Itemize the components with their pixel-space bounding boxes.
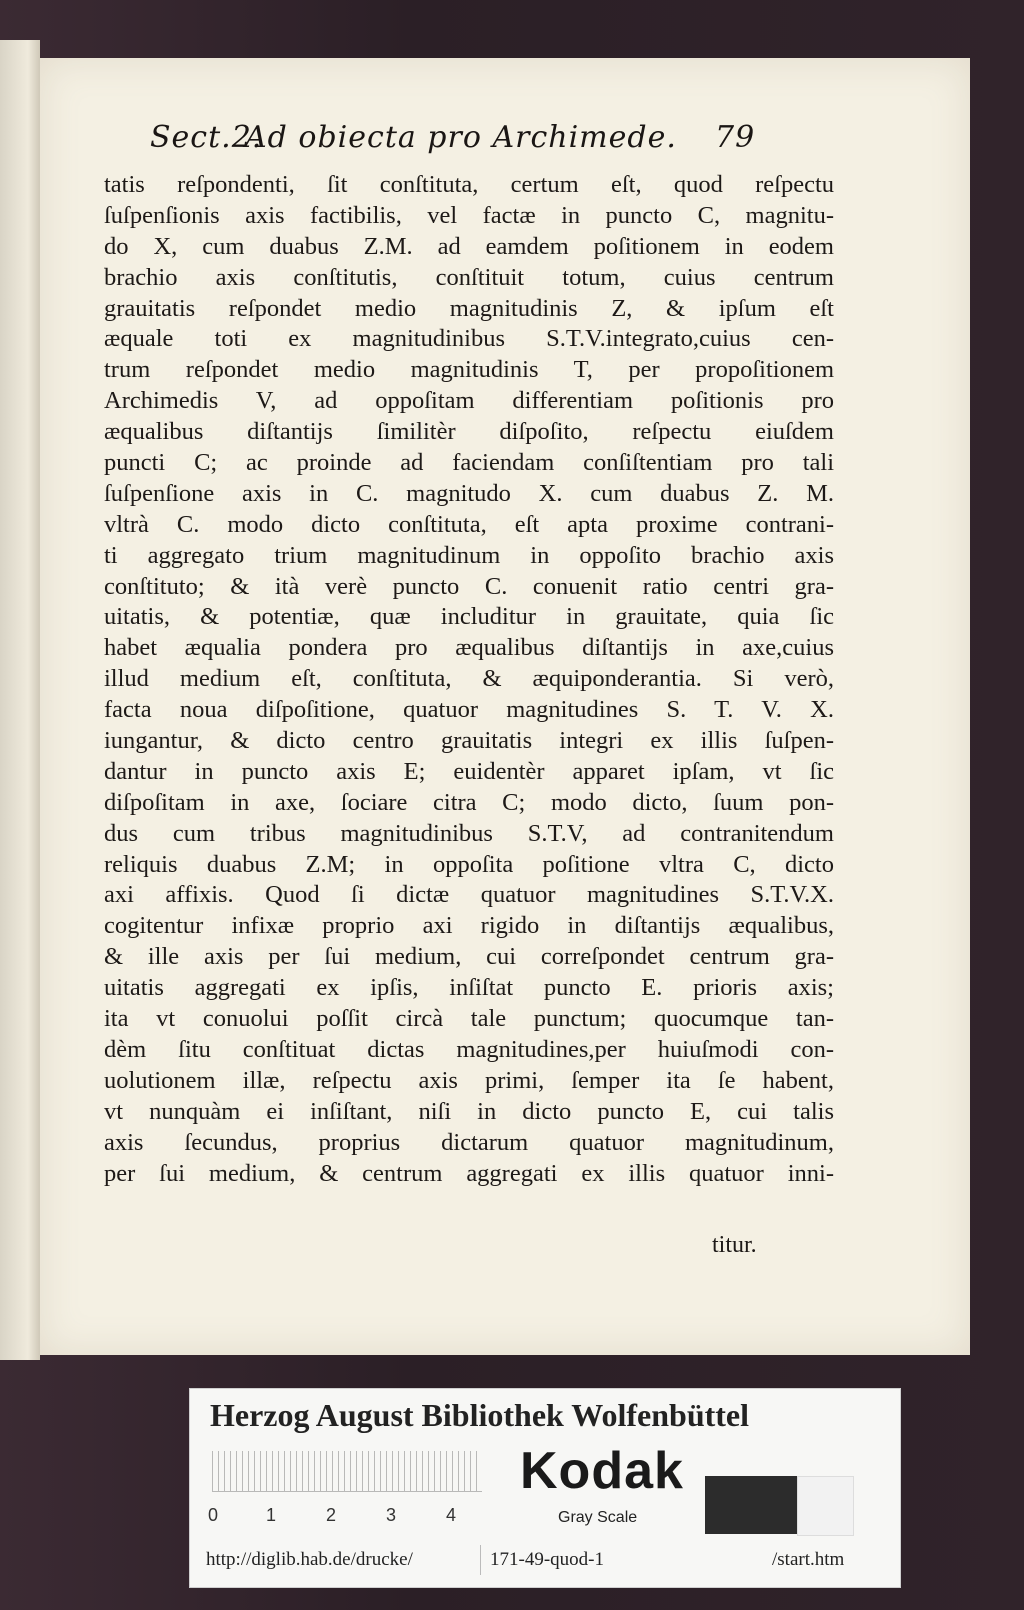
text-line: vt nunquàm ei inſiſtant, niſi in dicto puncto E, cui talis (104, 1097, 834, 1125)
text-line: axis ſecundus, proprius dictarum quatuor magnitudinum, (104, 1128, 834, 1156)
gray-scale-label: Gray Scale (558, 1509, 638, 1526)
url-id: 171-49-quod-1 (490, 1549, 604, 1570)
gray-patch-light (797, 1476, 854, 1536)
text-line: dus cum tribus magnitudinibus S.T.V, ad contranitendum (104, 819, 834, 847)
text-line: æquale toti ex magnitudinibus S.T.V.integrato,cuius cen- (104, 325, 834, 353)
text-line: per ſui medium, & centrum aggregati ex illis quatuor inni- (104, 1159, 834, 1187)
catchword: titur. (712, 1232, 757, 1258)
text-line: ti aggregato trium magnitudinum in oppoſito brachio axis (104, 541, 834, 569)
text-line: ſuſpenſione axis in C. magnitudo X. cum duabus Z. M. (104, 479, 834, 507)
text-line: habet æqualia pondera pro æqualibus diſtantijs in axe,cuius (104, 634, 834, 662)
text-line: uitatis, & potentiæ, quæ includitur in grauitate, quia ſic (104, 603, 834, 631)
text-line: reliquis duabus Z.M; in oppoſita poſitione vltra C, dicto (104, 850, 834, 878)
ruler-number: 4 (446, 1505, 457, 1525)
scale-ruler (212, 1451, 482, 1492)
text-line: ita vt conuolui poſſit circà tale punctum; quocumque tan- (104, 1005, 834, 1033)
text-line: iungantur, & dicto centro grauitatis integri ex illis ſuſpen- (104, 727, 834, 755)
ruler-number: 0 (208, 1505, 219, 1525)
text-line: dèm ſitu conſtituat dictas magnitudines,per huiuſmodi con- (104, 1035, 834, 1063)
text-line: Archimedis V, ad oppoſitam differentiam poſitionis pro (104, 387, 834, 415)
text-line: æqualibus diſtantijs ſimilitèr diſpoſito, reſpectu eiuſdem (104, 418, 834, 446)
text-line: uitatis aggregati ex ipſis, inſiſtat puncto E. prioris axis; (104, 974, 834, 1002)
url-separator (480, 1545, 481, 1575)
url-base: http://diglib.hab.de/drucke/ (206, 1549, 413, 1570)
gray-patch-dark (705, 1476, 797, 1534)
library-name: Herzog August Bibliothek Wolfenbüttel (210, 1397, 750, 1433)
text-line: puncti C; ac proinde ad faciendam conſiſtentiam pro tali (104, 449, 834, 477)
text-line: grauitatis reſpondet medio magnitudinis Z, & ipſum eſt (104, 294, 834, 322)
text-line: illud medium eſt, conſtituta, & æquiponderantia. Si verò, (104, 665, 834, 693)
text-line: diſpoſitam in axe, ſociare citra C; modo dicto, ſuum pon- (104, 788, 834, 816)
text-line: trum reſpondet medio magnitudinis T, per propoſitionem (104, 356, 834, 384)
body-text (104, 170, 834, 1189)
running-header (150, 120, 850, 172)
text-line: uolutionem illæ, reſpectu axis primi, ſemper ita ſe habent, (104, 1066, 834, 1094)
ruler-number: 3 (386, 1505, 397, 1525)
ruler-number: 2 (326, 1505, 337, 1525)
text-line: & ille axis per ſui medium, cui correſpondet centrum gra- (104, 943, 834, 971)
section-label: Sect.2. (150, 120, 263, 155)
text-line: ſuſpenſionis axis factibilis, vel factæ in puncto C, magnitu- (104, 201, 834, 229)
text-line: cogitentur infixæ proprio axi rigido in diſtantijs æqualibus, (104, 912, 834, 940)
text-line: vltrà C. modo dicto conſtituta, eſt apta proxime contrani- (104, 510, 834, 538)
text-line: brachio axis conſtitutis, conſtituit totum, cuius centrum (104, 263, 834, 291)
text-line: do X, cum duabus Z.M. ad eamdem poſitionem in eodem (104, 232, 834, 260)
text-line: conſtituto; & ità verè puncto C. conuenit ratio centri gra- (104, 572, 834, 600)
url-end: /start.htm (772, 1549, 845, 1570)
kodak-logo: Kodak (520, 1442, 684, 1500)
ruler-number: 1 (266, 1505, 277, 1525)
text-line: dantur in puncto axis E; euidentèr apparet ipſam, vt ſic (104, 757, 834, 785)
page-number: 79 (715, 120, 756, 155)
text-line: axi affixis. Quod ſi dictæ quatuor magnitudines S.T.V.X. (104, 881, 834, 909)
text-line: facta noua diſpoſitione, quatuor magnitudines S. T. V. X. (104, 696, 834, 724)
running-title: Ad obiecta pro Archimede. (245, 120, 677, 155)
adjacent-page-edge (0, 40, 40, 1360)
text-line: tatis reſpondenti, ſit conſtituta, certum eſt, quod reſpectu (104, 171, 834, 198)
scan-target-card (189, 1388, 901, 1588)
